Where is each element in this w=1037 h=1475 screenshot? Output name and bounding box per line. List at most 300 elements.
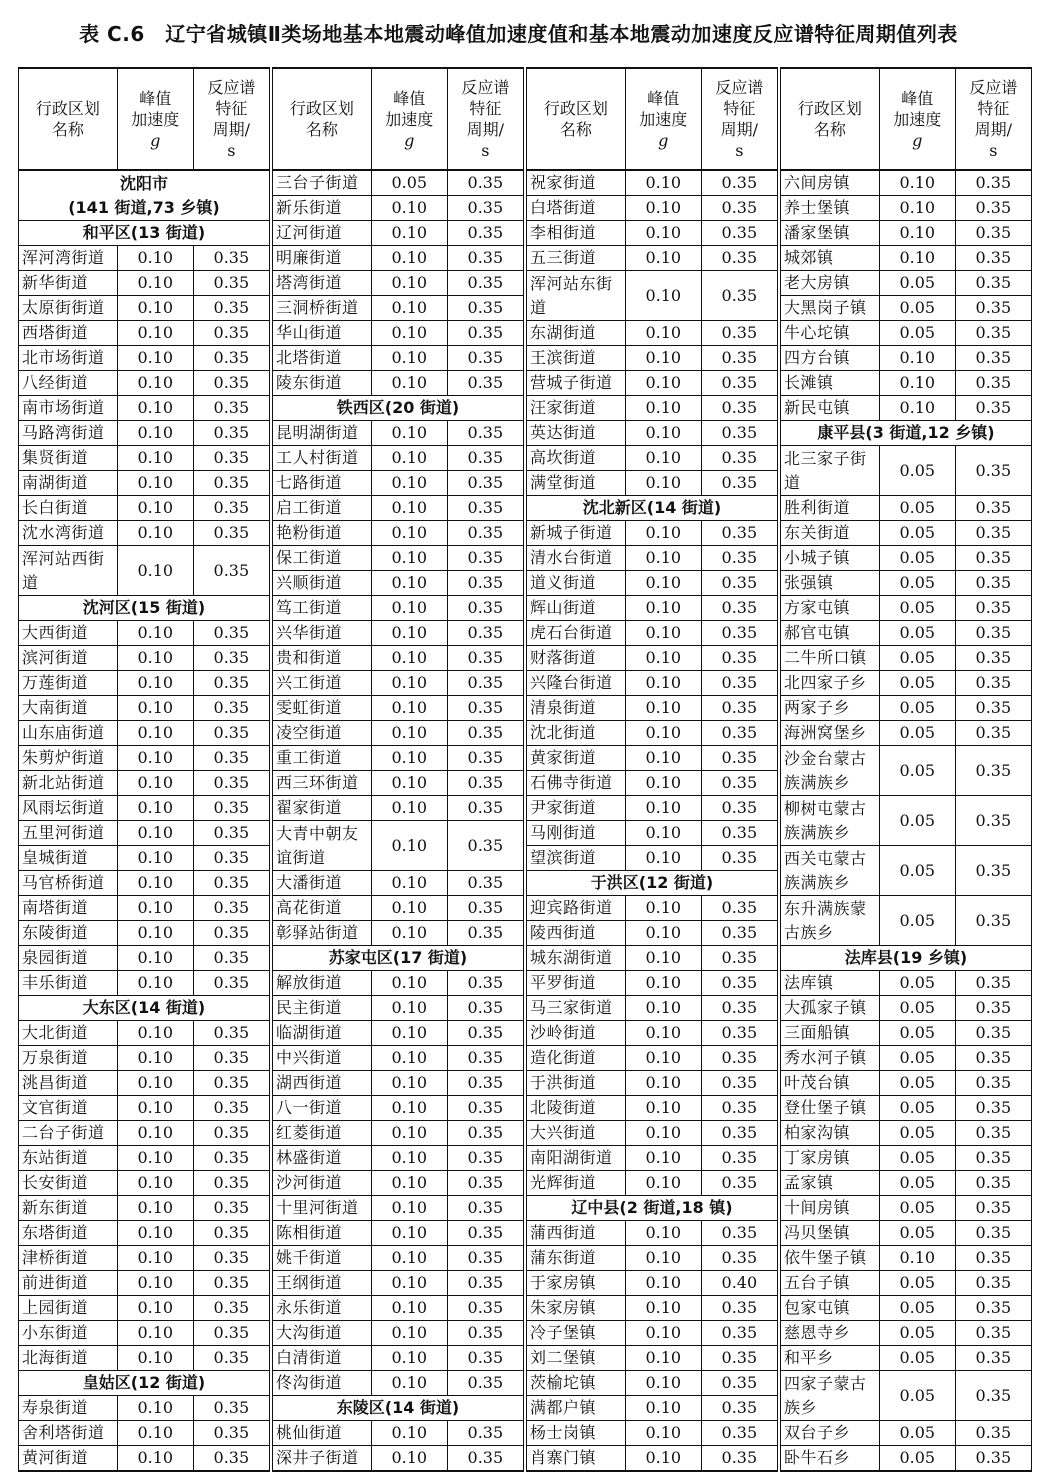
district-name: 于洪街道	[527, 1071, 625, 1096]
peak-acceleration-value: 0.10	[117, 546, 193, 596]
district-name: 刘二堡镇	[527, 1346, 625, 1371]
peak-acceleration-value: 0.10	[625, 546, 701, 571]
characteristic-period-value: 0.35	[955, 346, 1031, 371]
district-name: 小东街道	[19, 1321, 117, 1346]
district-name: 四方台镇	[781, 346, 879, 371]
header-line: 峰值	[647, 88, 680, 108]
header-row	[19, 69, 269, 170]
peak-acceleration-value: 0.05	[879, 321, 955, 346]
peak-acceleration-value: 0.10	[371, 1196, 447, 1221]
header-period	[447, 69, 523, 170]
district-name: 塔湾街道	[273, 271, 371, 296]
district-name: 满都户镇	[527, 1396, 625, 1421]
district-name: 王滨街道	[527, 346, 625, 371]
characteristic-period-value: 0.35	[701, 796, 777, 821]
peak-acceleration-value: 0.05	[879, 1046, 955, 1071]
header-line: 行政区划	[797, 99, 862, 118]
section-heading	[527, 1196, 777, 1221]
table-row	[273, 170, 523, 196]
section-heading-line: 大东区(14 街道)	[82, 998, 206, 1017]
peak-acceleration-value: 0.10	[625, 1346, 701, 1371]
characteristic-period-value: 0.35	[955, 1246, 1031, 1271]
district-name: 民主街道	[273, 996, 371, 1021]
characteristic-period-value: 0.35	[701, 1121, 777, 1146]
section-heading	[273, 1396, 523, 1421]
characteristic-period-value: 0.35	[447, 1446, 523, 1471]
characteristic-period-value: 0.35	[701, 346, 777, 371]
header-line: g	[150, 130, 161, 150]
district-name: 二台子街道	[19, 1121, 117, 1146]
peak-acceleration-value: 0.10	[625, 321, 701, 346]
district-name: 海洲窝堡乡	[781, 721, 879, 746]
header-accel	[117, 69, 193, 170]
characteristic-period-value: 0.35	[955, 446, 1031, 496]
header-line: g	[404, 130, 415, 150]
characteristic-period-value: 0.35	[955, 246, 1031, 271]
district-name: 高坎街道	[527, 446, 625, 471]
table-row	[19, 621, 269, 646]
characteristic-period-value: 0.35	[193, 496, 269, 521]
district-name: 浑河湾街道	[19, 246, 117, 271]
district-name: 张强镇	[781, 571, 879, 596]
table-row	[19, 371, 269, 396]
characteristic-period-value: 0.35	[701, 1021, 777, 1046]
header-line: s	[227, 141, 236, 160]
characteristic-period-value: 0.35	[193, 346, 269, 371]
peak-acceleration-value: 0.10	[371, 196, 447, 221]
table-row	[19, 746, 269, 771]
characteristic-period-value: 0.35	[701, 1146, 777, 1171]
district-name: 东陵街道	[19, 921, 117, 946]
table-block-4	[780, 67, 1032, 1472]
header-line: 名称	[559, 120, 592, 139]
district-name: 北塔街道	[273, 346, 371, 371]
district-name: 陵东街道	[273, 371, 371, 396]
section-row	[19, 170, 269, 221]
header-accel	[371, 69, 447, 170]
district-name: 柏家沟镇	[781, 1121, 879, 1146]
district-name: 造化街道	[527, 1046, 625, 1071]
characteristic-period-value: 0.35	[447, 1121, 523, 1146]
header-row	[781, 69, 1031, 170]
district-name: 北市场街道	[19, 346, 117, 371]
district-name: 津桥街道	[19, 1246, 117, 1271]
district-name: 新城子街道	[527, 521, 625, 546]
characteristic-period-value: 0.35	[193, 1296, 269, 1321]
district-name: 万泉街道	[19, 1046, 117, 1071]
section-row	[527, 871, 777, 896]
header-line: 周期/	[974, 120, 1013, 139]
characteristic-period-value: 0.35	[447, 571, 523, 596]
district-name: 佟沟街道	[273, 1371, 371, 1396]
district-name: 彰驿站街道	[273, 921, 371, 946]
district-name: 西塔街道	[19, 321, 117, 346]
district-name: 法库镇	[781, 971, 879, 996]
district-name: 朱剪炉街道	[19, 746, 117, 771]
district-name: 财落街道	[527, 646, 625, 671]
characteristic-period-value: 0.35	[701, 471, 777, 496]
peak-acceleration-value: 0.05	[879, 446, 955, 496]
peak-acceleration-value: 0.10	[625, 1421, 701, 1446]
table-row	[19, 1146, 269, 1171]
peak-acceleration-value: 0.10	[625, 1121, 701, 1146]
peak-acceleration-value: 0.10	[117, 1421, 193, 1446]
characteristic-period-value: 0.35	[701, 321, 777, 346]
characteristic-period-value: 0.35	[447, 896, 523, 921]
table-row	[527, 721, 777, 746]
district-name: 沙岭街道	[527, 1021, 625, 1046]
peak-acceleration-value: 0.10	[371, 871, 447, 896]
header-period	[955, 69, 1031, 170]
table-row	[273, 871, 523, 896]
table-row	[781, 1421, 1031, 1446]
table-row	[19, 496, 269, 521]
table-row	[273, 671, 523, 696]
peak-acceleration-value: 0.10	[371, 721, 447, 746]
characteristic-period-value: 0.35	[701, 1421, 777, 1446]
district-name: 英达街道	[527, 421, 625, 446]
peak-acceleration-value: 0.10	[625, 721, 701, 746]
district-name: 凌空街道	[273, 721, 371, 746]
peak-acceleration-value: 0.10	[117, 646, 193, 671]
characteristic-period-value: 0.35	[955, 696, 1031, 721]
table-row	[781, 996, 1031, 1021]
characteristic-period-value: 0.35	[447, 696, 523, 721]
district-name: 丰乐街道	[19, 971, 117, 996]
table-row	[781, 1096, 1031, 1121]
peak-acceleration-value: 0.05	[879, 1296, 955, 1321]
characteristic-period-value: 0.35	[955, 1296, 1031, 1321]
characteristic-period-value: 0.35	[193, 946, 269, 971]
district-name: 大北街道	[19, 1021, 117, 1046]
peak-acceleration-value: 0.10	[371, 746, 447, 771]
table-row	[781, 1371, 1031, 1421]
table-row	[781, 896, 1031, 946]
table-row	[527, 196, 777, 221]
district-name: 文官街道	[19, 1096, 117, 1121]
characteristic-period-value: 0.35	[955, 1121, 1031, 1146]
section-row	[19, 1371, 269, 1396]
district-name: 八一街道	[273, 1096, 371, 1121]
district-name: 双台子乡	[781, 1421, 879, 1446]
table-row	[527, 1346, 777, 1371]
table-row	[527, 571, 777, 596]
table-row	[781, 521, 1031, 546]
peak-acceleration-value: 0.10	[371, 546, 447, 571]
characteristic-period-value: 0.35	[701, 971, 777, 996]
characteristic-period-value: 0.35	[193, 871, 269, 896]
table-row	[19, 246, 269, 271]
district-name: 十里河街道	[273, 1196, 371, 1221]
district-name: 新北站街道	[19, 771, 117, 796]
district-name: 湖西街道	[273, 1071, 371, 1096]
characteristic-period-value: 0.35	[447, 1096, 523, 1121]
district-name: 舍利塔街道	[19, 1421, 117, 1446]
peak-acceleration-value: 0.05	[879, 671, 955, 696]
peak-acceleration-value: 0.05	[879, 1271, 955, 1296]
district-name: 笃工街道	[273, 596, 371, 621]
district-name: 沈北街道	[527, 721, 625, 746]
district-name: 白清街道	[273, 1346, 371, 1371]
peak-acceleration-value: 0.10	[371, 771, 447, 796]
table-row	[781, 721, 1031, 746]
district-name: 东站街道	[19, 1146, 117, 1171]
characteristic-period-value: 0.35	[447, 296, 523, 321]
characteristic-period-value: 0.35	[701, 221, 777, 246]
characteristic-period-value: 0.35	[701, 521, 777, 546]
peak-acceleration-value: 0.10	[117, 1021, 193, 1046]
characteristic-period-value: 0.35	[701, 1296, 777, 1321]
characteristic-period-value: 0.35	[701, 1446, 777, 1471]
characteristic-period-value: 0.35	[955, 671, 1031, 696]
peak-acceleration-value: 0.10	[371, 446, 447, 471]
table-row	[527, 1296, 777, 1321]
table-row	[273, 371, 523, 396]
peak-acceleration-value: 0.10	[371, 521, 447, 546]
peak-acceleration-value: 0.05	[879, 996, 955, 1021]
table-row	[781, 1296, 1031, 1321]
characteristic-period-value: 0.35	[701, 1171, 777, 1196]
section-heading	[781, 946, 1031, 971]
header-row	[273, 69, 523, 170]
peak-acceleration-value: 0.05	[879, 1196, 955, 1221]
header-line: 名称	[305, 120, 338, 139]
characteristic-period-value: 0.35	[193, 821, 269, 846]
peak-acceleration-value: 0.10	[117, 321, 193, 346]
peak-acceleration-value: 0.10	[371, 371, 447, 396]
peak-acceleration-value: 0.05	[879, 896, 955, 946]
peak-acceleration-value: 0.10	[625, 971, 701, 996]
characteristic-period-value: 0.35	[701, 196, 777, 221]
characteristic-period-value: 0.35	[447, 796, 523, 821]
table-row	[781, 846, 1031, 896]
characteristic-period-value: 0.35	[447, 1371, 523, 1396]
characteristic-period-value: 0.35	[701, 746, 777, 771]
characteristic-period-value: 0.35	[447, 821, 523, 871]
district-name: 蒲西街道	[527, 1221, 625, 1246]
section-heading-line: 法库县(19 乡镇)	[844, 948, 968, 967]
table-row	[781, 1446, 1031, 1471]
table-row	[781, 271, 1031, 296]
header-name	[273, 69, 371, 170]
header-line: 峰值	[393, 88, 426, 108]
table-row	[273, 1271, 523, 1296]
peak-acceleration-value: 0.10	[625, 671, 701, 696]
characteristic-period-value: 0.35	[193, 1321, 269, 1346]
characteristic-period-value: 0.35	[701, 1046, 777, 1071]
table-row	[19, 1396, 269, 1421]
table-row	[19, 1196, 269, 1221]
characteristic-period-value: 0.35	[447, 996, 523, 1021]
table-row	[527, 170, 777, 196]
characteristic-period-value: 0.35	[447, 1146, 523, 1171]
table-row	[781, 1121, 1031, 1146]
table-row	[527, 896, 777, 921]
characteristic-period-value: 0.35	[955, 1046, 1031, 1071]
table-row	[781, 371, 1031, 396]
table-row	[19, 271, 269, 296]
peak-acceleration-value: 0.10	[117, 896, 193, 921]
peak-acceleration-value: 0.10	[117, 821, 193, 846]
header-line: 周期/	[212, 120, 251, 139]
section-heading	[19, 996, 269, 1021]
district-name: 孟家镇	[781, 1171, 879, 1196]
district-name: 贵和街道	[273, 646, 371, 671]
characteristic-period-value: 0.35	[447, 446, 523, 471]
table-row	[19, 821, 269, 846]
table-row	[781, 446, 1031, 496]
table-row	[273, 1096, 523, 1121]
characteristic-period-value: 0.35	[193, 696, 269, 721]
district-name: 养士堡镇	[781, 196, 879, 221]
peak-acceleration-value: 0.10	[625, 746, 701, 771]
peak-acceleration-value: 0.10	[625, 821, 701, 846]
district-name: 三台子街道	[273, 170, 371, 196]
peak-acceleration-value: 0.05	[879, 646, 955, 671]
table-row	[273, 1021, 523, 1046]
peak-acceleration-value: 0.05	[879, 1346, 955, 1371]
section-heading	[273, 946, 523, 971]
district-name: 洮昌街道	[19, 1071, 117, 1096]
peak-acceleration-value: 0.10	[625, 170, 701, 196]
peak-acceleration-value: 0.05	[879, 1121, 955, 1146]
district-name: 十间房镇	[781, 1196, 879, 1221]
district-name: 肖寨门镇	[527, 1446, 625, 1471]
characteristic-period-value: 0.35	[955, 596, 1031, 621]
table-row	[19, 871, 269, 896]
table-row	[527, 971, 777, 996]
section-heading	[781, 421, 1031, 446]
section-row	[273, 946, 523, 971]
peak-acceleration-value: 0.10	[625, 771, 701, 796]
peak-acceleration-value: 0.10	[117, 296, 193, 321]
table-row	[19, 921, 269, 946]
peak-acceleration-value: 0.10	[117, 1271, 193, 1296]
peak-acceleration-value: 0.10	[371, 1096, 447, 1121]
peak-acceleration-value: 0.05	[879, 521, 955, 546]
peak-acceleration-value: 0.10	[879, 371, 955, 396]
district-name: 依牛堡子镇	[781, 1246, 879, 1271]
section-heading	[527, 496, 777, 521]
characteristic-period-value: 0.35	[701, 1346, 777, 1371]
peak-acceleration-value: 0.10	[117, 1171, 193, 1196]
peak-acceleration-value: 0.10	[625, 221, 701, 246]
peak-acceleration-value: 0.05	[879, 1221, 955, 1246]
district-name: 南塔街道	[19, 896, 117, 921]
peak-acceleration-value: 0.10	[117, 971, 193, 996]
section-heading	[19, 596, 269, 621]
table-row	[781, 346, 1031, 371]
district-name: 东关街道	[781, 521, 879, 546]
header-line: 周期/	[466, 120, 505, 139]
characteristic-period-value: 0.35	[701, 571, 777, 596]
table-row	[527, 1071, 777, 1096]
section-row	[273, 396, 523, 421]
peak-acceleration-value: 0.10	[625, 1021, 701, 1046]
characteristic-period-value: 0.35	[701, 1321, 777, 1346]
characteristic-period-value: 0.35	[701, 596, 777, 621]
table-row	[273, 1371, 523, 1396]
header-line: 峰值	[139, 88, 172, 108]
table-row	[19, 1021, 269, 1046]
peak-acceleration-value: 0.10	[371, 821, 447, 871]
characteristic-period-value: 0.35	[193, 1396, 269, 1421]
header-name	[781, 69, 879, 170]
peak-acceleration-value: 0.10	[625, 1221, 701, 1246]
table-row	[527, 321, 777, 346]
characteristic-period-value: 0.35	[193, 421, 269, 446]
table-row	[273, 721, 523, 746]
peak-acceleration-value: 0.10	[117, 1196, 193, 1221]
table-row	[527, 1246, 777, 1271]
peak-acceleration-value: 0.10	[625, 1271, 701, 1296]
peak-acceleration-value: 0.05	[879, 696, 955, 721]
characteristic-period-value: 0.35	[955, 1346, 1031, 1371]
table-row	[273, 1296, 523, 1321]
characteristic-period-value: 0.35	[955, 546, 1031, 571]
peak-acceleration-value: 0.10	[371, 471, 447, 496]
table-row	[273, 646, 523, 671]
peak-acceleration-value: 0.10	[625, 846, 701, 871]
characteristic-period-value: 0.35	[955, 1096, 1031, 1121]
district-name: 陈相街道	[273, 1221, 371, 1246]
characteristic-period-value: 0.35	[955, 1021, 1031, 1046]
table-row	[273, 1421, 523, 1446]
header-line: s	[735, 141, 744, 160]
district-name: 新乐街道	[273, 196, 371, 221]
header-line: 特征	[469, 99, 502, 118]
peak-acceleration-value: 0.10	[117, 1096, 193, 1121]
peak-acceleration-value: 0.10	[117, 496, 193, 521]
peak-acceleration-value: 0.10	[117, 1396, 193, 1421]
table-row	[781, 671, 1031, 696]
section-row	[781, 421, 1031, 446]
characteristic-period-value: 0.35	[955, 221, 1031, 246]
characteristic-period-value: 0.35	[447, 671, 523, 696]
characteristic-period-value: 0.35	[447, 1171, 523, 1196]
district-name: 马官桥街道	[19, 871, 117, 896]
district-name: 城东湖街道	[527, 946, 625, 971]
table-row	[527, 521, 777, 546]
district-name: 启工街道	[273, 496, 371, 521]
table-row	[19, 1346, 269, 1371]
characteristic-period-value: 0.35	[193, 796, 269, 821]
section-heading-line: (141 街道,73 乡镇)	[68, 197, 220, 217]
table-row	[19, 1271, 269, 1296]
characteristic-period-value: 0.35	[955, 496, 1031, 521]
peak-acceleration-value: 0.10	[117, 1071, 193, 1096]
table-row	[19, 421, 269, 446]
header-line: 加速度	[639, 109, 688, 129]
district-name: 新民屯镇	[781, 396, 879, 421]
table-row	[527, 1146, 777, 1171]
table-row	[19, 946, 269, 971]
characteristic-period-value: 0.35	[447, 521, 523, 546]
table-row	[19, 1246, 269, 1271]
district-name: 卧牛石乡	[781, 1446, 879, 1471]
table-row	[19, 396, 269, 421]
peak-acceleration-value: 0.05	[879, 1321, 955, 1346]
characteristic-period-value: 0.35	[193, 771, 269, 796]
characteristic-period-value: 0.35	[193, 1021, 269, 1046]
table-row	[19, 446, 269, 471]
characteristic-period-value: 0.35	[447, 1246, 523, 1271]
characteristic-period-value: 0.35	[447, 496, 523, 521]
characteristic-period-value: 0.35	[447, 721, 523, 746]
characteristic-period-value: 0.35	[701, 1096, 777, 1121]
characteristic-period-value: 0.35	[447, 346, 523, 371]
district-name: 新华街道	[19, 271, 117, 296]
